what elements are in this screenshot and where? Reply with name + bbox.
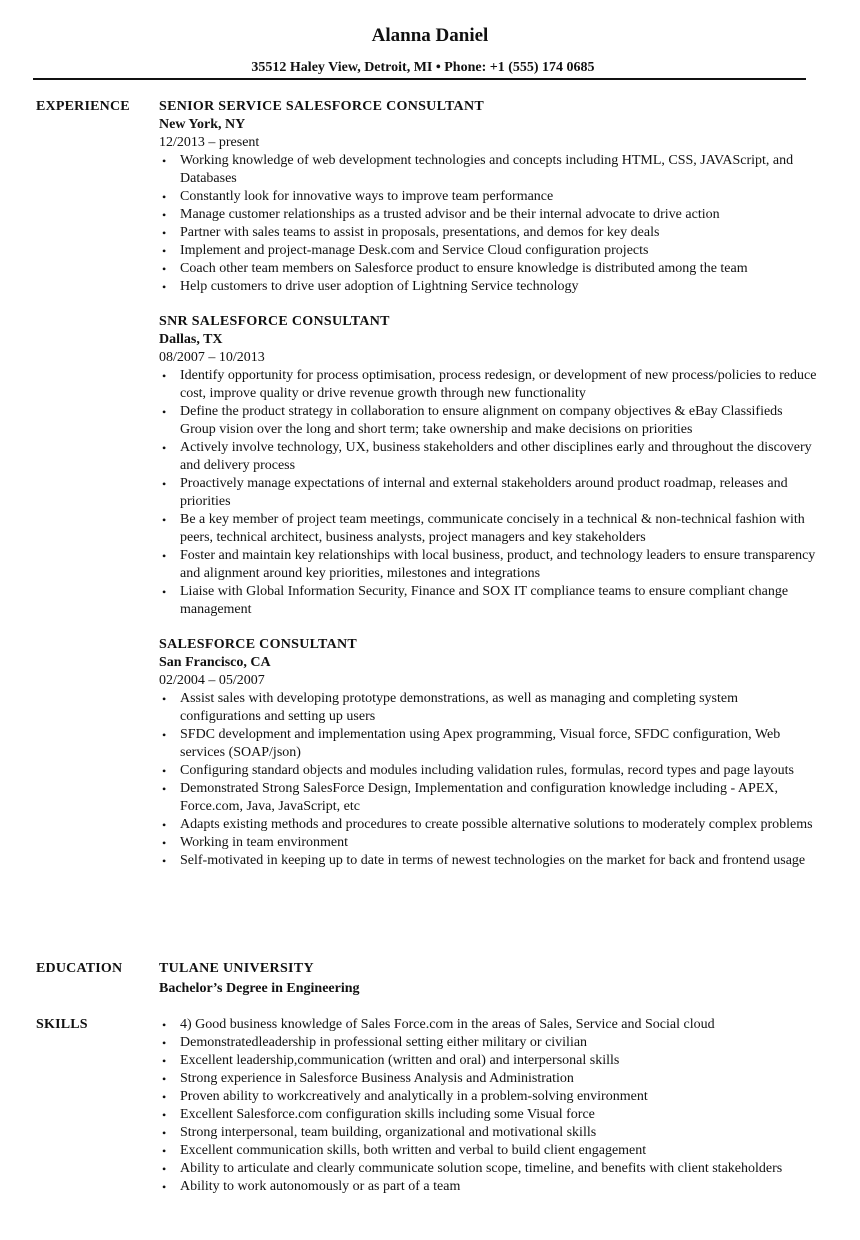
list-item-text: Proactively manage expectations of internal and external stakeholders around product roadmap, releases and priorities	[180, 476, 788, 509]
list-item-text: Strong interpersonal, team building, organizational and motivational skills	[180, 1125, 597, 1140]
job-entry	[159, 636, 819, 870]
list-item-text: Actively involve technology, UX, business stakeholders and other disciplines early and throughout the discovery and delivery process	[180, 440, 812, 473]
bullet-icon: •	[162, 477, 167, 491]
bullet-icon: •	[162, 1162, 167, 1176]
list-item	[159, 852, 819, 870]
bullet-icon: •	[162, 208, 167, 222]
bullet-icon: •	[162, 262, 167, 276]
job-location: Dallas, TX	[159, 332, 223, 347]
list-item-text: Demonstratedleadership in professional setting either military or civilian	[180, 1035, 588, 1050]
job-bullets	[159, 367, 819, 619]
list-item-text: Help customers to drive user adoption of Lightning Service technology	[180, 279, 579, 294]
degree: Bachelor’s Degree in Engineering	[159, 981, 360, 996]
bullet-icon: •	[162, 1090, 167, 1104]
list-item	[159, 206, 819, 224]
job-entry	[159, 313, 819, 619]
list-item	[159, 1178, 819, 1196]
bullet-icon: •	[162, 405, 167, 419]
list-item-text: SFDC development and implementation using Apex programming, Visual force, SFDC configuration, Web services (SOAP/json)	[180, 727, 781, 760]
list-item-text: Working knowledge of web development technologies and concepts including HTML, CSS, JAVAScript, and Databases	[180, 153, 794, 186]
list-item-text: Liaise with Global Information Security, Finance and SOX IT compliance teams to ensure compliant change management	[180, 584, 789, 617]
list-item-text: Be a key member of project team meetings, communicate concisely in a technical & non-technical fashion with peers, technical architect, business analysts, project managers and key stakeholders	[180, 512, 805, 545]
education-section-label: EDUCATION	[36, 961, 123, 976]
list-item-text: Excellent Salesforce.com configuration skills including some Visual force	[180, 1107, 595, 1122]
skills-section	[159, 1016, 819, 1196]
list-item-text: Adapts existing methods and procedures to create possible alternative solutions to moderately complex problems	[180, 817, 813, 832]
bullet-icon: •	[162, 1108, 167, 1122]
list-item-text: Manage customer relationships as a trusted advisor and be their internal advocate to drive action	[180, 207, 720, 222]
list-item-text: Assist sales with developing prototype demonstrations, as well as managing and completing system configurations and setting up users	[180, 691, 738, 724]
bullet-icon: •	[162, 818, 167, 832]
bullet-icon: •	[162, 585, 167, 599]
list-item	[159, 1142, 819, 1160]
list-item	[159, 511, 819, 547]
bullet-icon: •	[162, 369, 167, 383]
bullet-icon: •	[162, 280, 167, 294]
list-item-text: 4) Good business knowledge of Sales Force.com in the areas of Sales, Service and Social cloud	[180, 1017, 715, 1032]
list-item-text: Excellent leadership,communication (written and oral) and interpersonal skills	[180, 1053, 620, 1068]
list-item-text: Demonstrated Strong SalesForce Design, Implementation and configuration knowledge including - APEX, Force.com, Java, JavaScript, etc	[180, 781, 778, 814]
list-item	[159, 403, 819, 439]
bullet-icon: •	[162, 513, 167, 527]
bullet-icon: •	[162, 854, 167, 868]
list-item-text: Strong experience in Salesforce Business Analysis and Administration	[180, 1071, 574, 1086]
list-item-text: Proven ability to workcreatively and analytically in a problem-solving environment	[180, 1089, 648, 1104]
bullet-icon: •	[162, 549, 167, 563]
bullet-icon: •	[162, 1126, 167, 1140]
header-divider	[33, 78, 806, 80]
list-item-text: Identify opportunity for process optimisation, process redesign, or development of new process/policies to reduce cost, improve quality or drive revenue growth through new functionality	[180, 368, 817, 401]
school-name: TULANE UNIVERSITY	[159, 961, 314, 976]
bullet-icon: •	[162, 836, 167, 850]
list-item-text: Partner with sales teams to assist in proposals, presentations, and demos for key deals	[180, 225, 660, 240]
job-bullets	[159, 690, 819, 870]
job-title: SALESFORCE CONSULTANT	[159, 637, 358, 652]
skills-list	[159, 1016, 819, 1196]
list-item	[159, 1124, 819, 1142]
job-title: SENIOR SERVICE SALESFORCE CONSULTANT	[159, 99, 485, 114]
bullet-icon: •	[162, 441, 167, 455]
bullet-icon: •	[162, 764, 167, 778]
bullet-icon: •	[162, 1018, 167, 1032]
list-item	[159, 762, 819, 780]
job-dates: 02/2004 – 05/2007	[159, 673, 265, 688]
list-item	[159, 367, 819, 403]
list-item	[159, 690, 819, 726]
list-item	[159, 224, 819, 242]
bullet-icon: •	[162, 728, 167, 742]
bullet-icon: •	[162, 692, 167, 706]
bullet-icon: •	[162, 190, 167, 204]
bullet-icon: •	[162, 1072, 167, 1086]
list-item	[159, 188, 819, 206]
bullet-icon: •	[162, 244, 167, 258]
candidate-name: Alanna Daniel	[371, 25, 489, 46]
job-dates: 08/2007 – 10/2013	[159, 350, 265, 365]
list-item	[159, 475, 819, 511]
list-item	[159, 1088, 819, 1106]
experience-section-label: EXPERIENCE	[36, 99, 130, 114]
list-item-text: Coach other team members on Salesforce product to ensure knowledge is distributed among the team	[180, 261, 748, 276]
list-item-text: Ability to work autonomously or as part of a team	[180, 1179, 461, 1194]
bullet-icon: •	[162, 1036, 167, 1050]
list-item	[159, 1070, 819, 1088]
job-entry	[159, 98, 819, 296]
list-item	[159, 278, 819, 296]
list-item	[159, 1016, 819, 1034]
list-item-text: Define the product strategy in collaboration to ensure alignment on company objectives & eBay Classifieds Group vision over the long and short term; take ownership and make decisions on priorities	[180, 404, 783, 437]
list-item	[159, 1034, 819, 1052]
list-item	[159, 1052, 819, 1070]
skills-section-label: SKILLS	[36, 1017, 88, 1032]
list-item	[159, 152, 819, 188]
list-item-text: Self-motivated in keeping up to date in terms of newest technologies on the market for back and frontend usage	[180, 853, 806, 868]
bullet-icon: •	[162, 1144, 167, 1158]
contact-line: 35512 Haley View, Detroit, MI • Phone: +1 (555) 174 0685	[251, 60, 595, 75]
bullet-icon: •	[162, 226, 167, 240]
job-dates: 12/2013 – present	[159, 135, 260, 150]
list-item	[159, 816, 819, 834]
list-item-text: Configuring standard objects and modules including validation rules, formulas, record types and page layouts	[180, 763, 794, 778]
list-item	[159, 439, 819, 475]
job-location: San Francisco, CA	[159, 655, 271, 670]
experience-section	[159, 98, 819, 887]
education-section	[159, 960, 819, 998]
list-item-text: Working in team environment	[180, 835, 348, 850]
list-item	[159, 242, 819, 260]
job-bullets	[159, 152, 819, 296]
list-item-text: Excellent communication skills, both written and verbal to build client engagement	[180, 1143, 647, 1158]
list-item-text: Constantly look for innovative ways to improve team performance	[180, 189, 554, 204]
bullet-icon: •	[162, 154, 167, 168]
list-item	[159, 1160, 819, 1178]
list-item-text: Implement and project-manage Desk.com and Service Cloud configuration projects	[180, 243, 649, 258]
bullet-icon: •	[162, 1180, 167, 1194]
job-title: SNR SALESFORCE CONSULTANT	[159, 314, 390, 329]
bullet-icon: •	[162, 782, 167, 796]
list-item	[159, 834, 819, 852]
list-item-text: Ability to articulate and clearly communicate solution scope, timeline, and benefits with client stakeholders	[180, 1161, 783, 1176]
list-item	[159, 780, 819, 816]
list-item	[159, 547, 819, 583]
job-location: New York, NY	[159, 117, 246, 132]
bullet-icon: •	[162, 1054, 167, 1068]
list-item	[159, 583, 819, 619]
list-item	[159, 726, 819, 762]
list-item	[159, 260, 819, 278]
list-item-text: Foster and maintain key relationships with local business, product, and technology leaders to ensure transparency and alignment around key priorities, milestones and integrations	[180, 548, 816, 581]
list-item	[159, 1106, 819, 1124]
